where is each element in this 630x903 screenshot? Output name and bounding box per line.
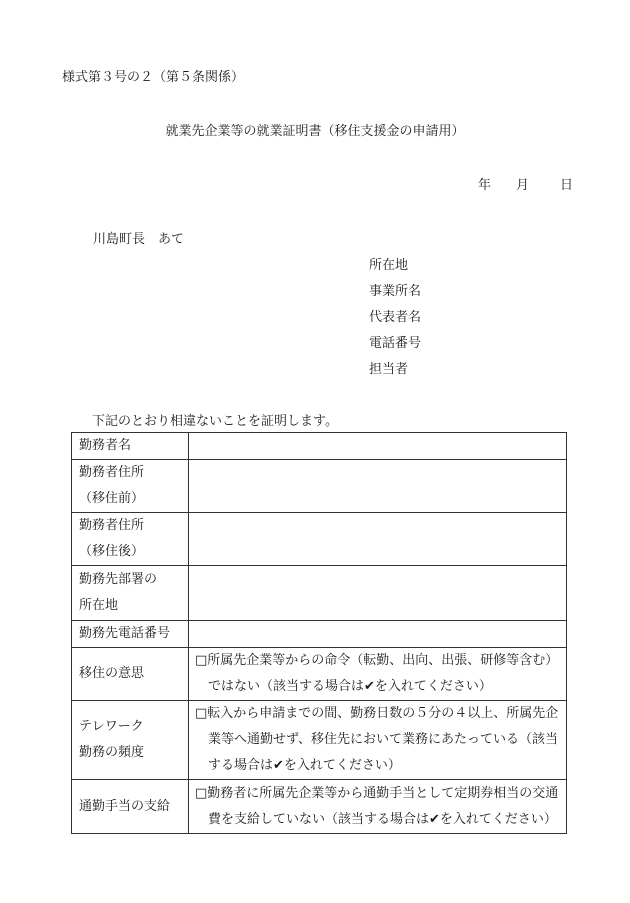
row-label: 勤務先部署の 所在地	[72, 566, 189, 621]
worker-name-field[interactable]	[189, 433, 567, 460]
table-row	[72, 513, 567, 566]
row-label: テレワーク 勤務の頻度	[72, 701, 189, 780]
row-label: 勤務者名	[72, 433, 189, 460]
row-label: 通勤手当の支給	[72, 780, 189, 834]
table-row	[72, 780, 567, 834]
address-after-field[interactable]	[189, 513, 567, 566]
table-row	[72, 460, 567, 513]
relocation-intent-checkbox[interactable]: □所属先企業等からの命令（転勤、出向、出張、研修等含む） ではない（該当する場合は✔を入れてください）	[189, 648, 567, 701]
form-number: 様式第３号の２（第５条関係）	[62, 70, 245, 85]
issuer-address-label: 所在地	[369, 258, 409, 273]
certification-statement: 下記のとおり相違ないことを証明します。	[92, 414, 338, 429]
row-label: 勤務先電話番号	[72, 621, 189, 648]
table-row	[72, 621, 567, 648]
commute-allowance-checkbox[interactable]: □勤務者に所属先企業等から通勤手当として定期券相当の交通 費を支給していない（該当する場合は✔を入れてください）	[189, 780, 567, 834]
department-location-field[interactable]	[189, 566, 567, 621]
table-row	[72, 648, 567, 701]
date-month: 月	[516, 178, 530, 193]
date-day: 日	[560, 178, 574, 193]
issuer-phone-label: 電話番号	[369, 336, 422, 351]
issuer-contact-label: 担当者	[369, 362, 409, 377]
date-line	[478, 174, 573, 193]
addressee: 川島町長 あて	[93, 232, 185, 247]
telework-frequency-checkbox[interactable]: □転入から申請までの間、勤務日数の５分の４以上、所属先企 業等へ通勤せず、移住先において業務にあたっている（該当 する場合は✔を入れてください）	[189, 701, 567, 780]
table-row	[72, 566, 567, 621]
office-phone-field[interactable]	[189, 621, 567, 648]
row-label: 勤務者住所 （移住後）	[72, 513, 189, 566]
table-row	[72, 701, 567, 780]
row-label: 移住の意思	[72, 648, 189, 701]
date-year: 年	[478, 178, 492, 193]
table-row	[72, 433, 567, 460]
address-before-field[interactable]	[189, 460, 567, 513]
issuer-company-label: 事業所名	[369, 284, 422, 299]
row-label: 勤務者住所 （移住前）	[72, 460, 189, 513]
issuer-representative-label: 代表者名	[369, 310, 422, 325]
certificate-table	[71, 432, 567, 834]
document-title: 就業先企業等の就業証明書（移住支援金の申請用）	[165, 124, 465, 139]
